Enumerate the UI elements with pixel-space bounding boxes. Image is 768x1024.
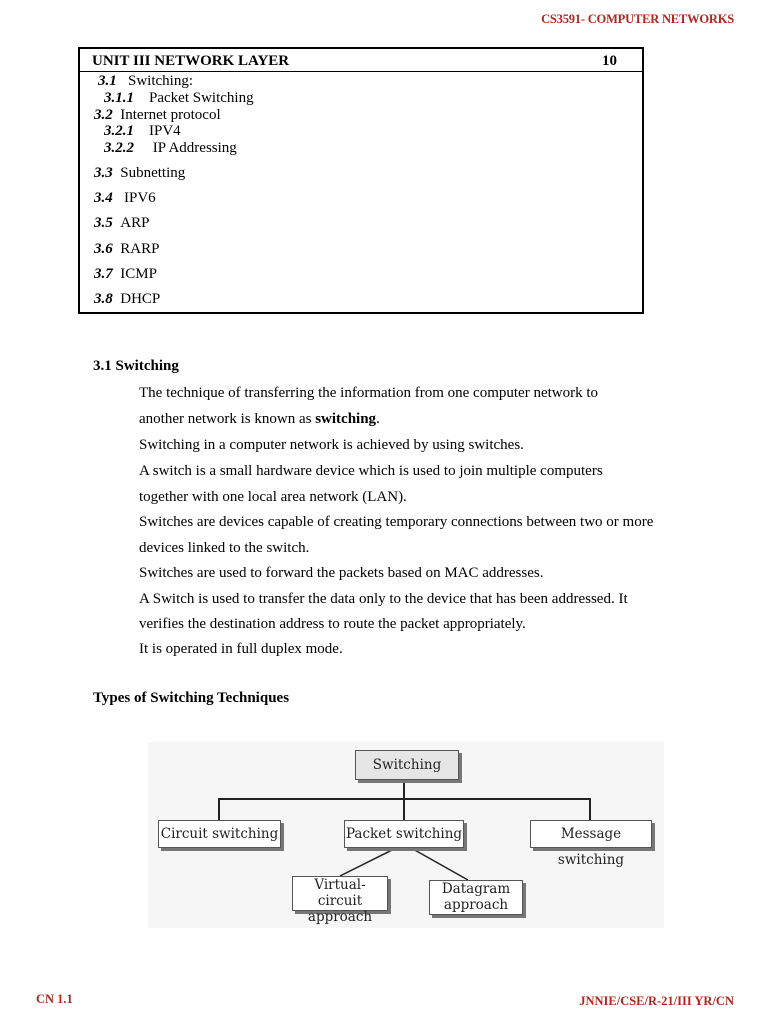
toc-item: 3.1.1 Packet Switching: [104, 90, 254, 106]
toc-item: 3.8 DHCP: [94, 291, 161, 307]
toc-item: 3.2.1 IPV4: [104, 123, 181, 139]
switching-types-diagram: [148, 742, 664, 928]
bullet-text: A Switch is used to transfer the data only to the device that has been addressed. It: [139, 591, 628, 607]
bullet-text: devices linked to the switch.: [139, 540, 310, 556]
toc-item: 3.2.2 IP Addressing: [104, 140, 237, 156]
bullet-text: together with one local area network (LAN).: [139, 489, 407, 505]
bullet-text: another network is known as switching.: [139, 411, 380, 427]
packet-switching-node: Packet switching: [344, 820, 464, 848]
section-heading: 3.1 Switching: [93, 358, 179, 374]
toc-item: 3.7 ICMP: [94, 266, 157, 282]
toc-item: 3.6 RARP: [94, 241, 160, 257]
virtual-circuit-node: Virtual-circuit approach: [292, 876, 388, 911]
toc-item: 3.2 Internet protocol: [94, 107, 221, 123]
circuit-switching-node: Circuit switching: [158, 820, 281, 848]
course-header: CS3591- COMPUTER NETWORKS: [541, 12, 734, 26]
unit-hours: 10: [602, 53, 617, 69]
footer-code: JNNIE/CSE/R-21/III YR/CN: [579, 994, 734, 1008]
switching-node: Switching: [355, 750, 459, 780]
bullet-text: The technique of transferring the information from one computer network to: [139, 385, 599, 401]
bullet-text: verifies the destination address to route the packet appropriately.: [139, 616, 526, 632]
toc-item: 3.4 IPV6: [94, 190, 156, 206]
toc-item: 3.3 Subnetting: [94, 165, 186, 181]
bullet-text: A switch is a small hardware device which is used to join multiple computers: [139, 463, 603, 479]
datagram-node: Datagram approach: [429, 880, 523, 915]
unit-title: UNIT III NETWORK LAYER: [92, 53, 290, 69]
unit-title-row: [80, 49, 644, 72]
toc-item: 3.5 ARP: [94, 215, 150, 231]
bullet-text: Switching in a computer network is achieved by using switches.: [139, 437, 524, 453]
message-switching-node: Message switching: [530, 820, 652, 848]
toc-item: 3.1 Switching:: [98, 73, 194, 89]
unit-contents-box: [78, 47, 644, 314]
bullet-text: Switches are used to forward the packets based on MAC addresses.: [139, 565, 544, 581]
page-number: CN 1.1: [36, 992, 73, 1006]
bold-term: switching: [315, 411, 377, 427]
bullet-text: It is operated in full duplex mode.: [139, 641, 343, 657]
types-heading: Types of Switching Techniques: [93, 690, 290, 706]
bullet-text: Switches are devices capable of creating temporary connections between two or more: [139, 514, 654, 530]
